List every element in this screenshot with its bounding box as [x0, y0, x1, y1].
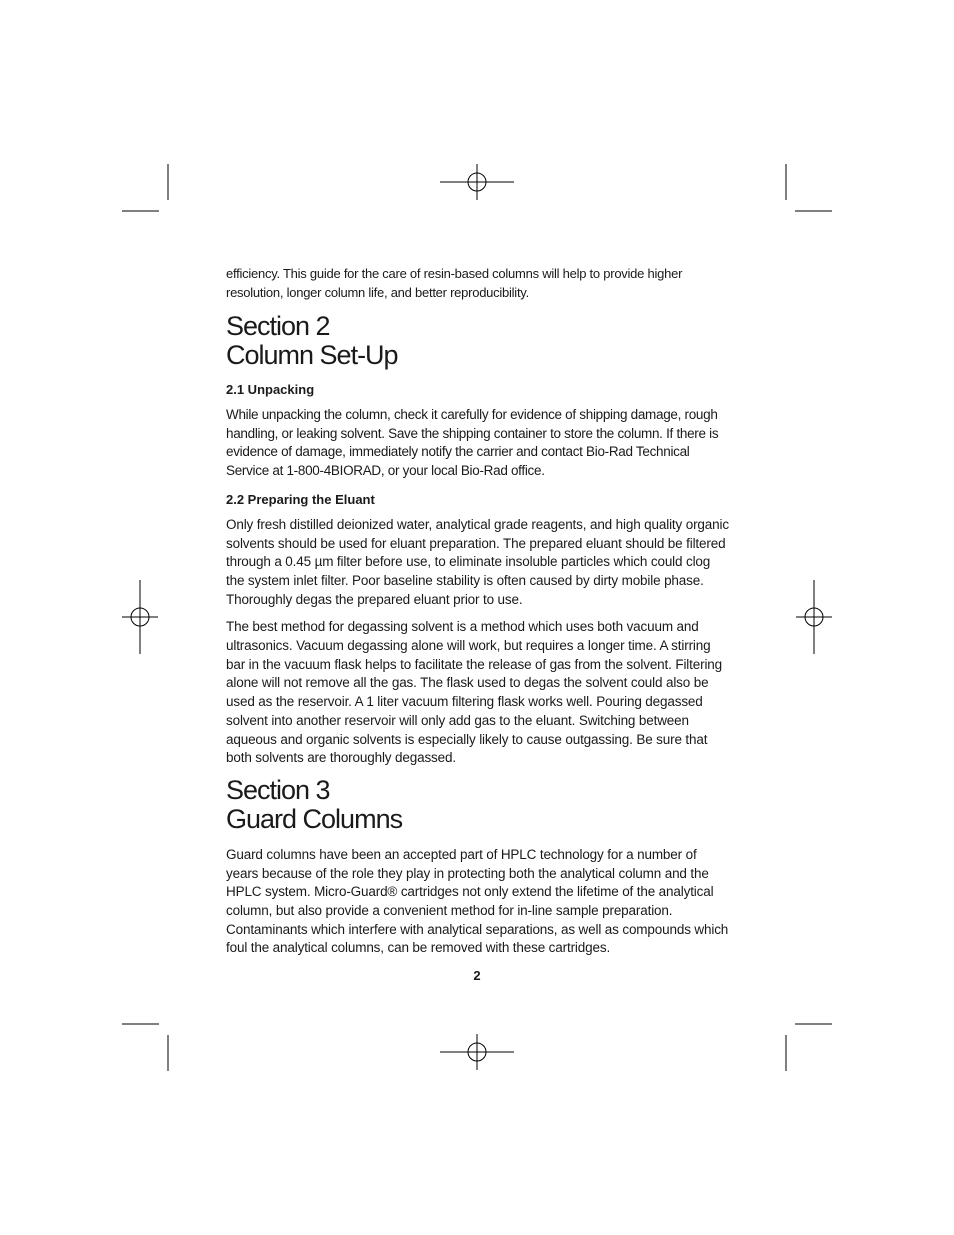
page-content	[226, 264, 730, 958]
section-2-name: Column Set-Up	[226, 340, 398, 370]
eluant-paragraph-1: Only fresh distilled deionized water, analytical grade reagents, and high quality organic solvents should be used for eluant preparation. The prepared eluant should be filtered through a 0.45 µm filter before use, to eliminate insoluble particles which could clog the system inlet filter. Poor baseline stability is often caused by dirty mobile phase. Thoroughly degas the prepared eluant prior to use.	[226, 516, 729, 607]
subsection-2-2-heading: 2.2 Preparing the Eluant	[226, 491, 375, 507]
page-number: 2	[473, 968, 481, 983]
guard-columns-paragraph: Guard columns have been an accepted part of HPLC technology for a number of years because of the role they play in protecting both the analytical column and the HPLC system. Micro-Guard® cartridges not only extend the lifetime of the analytical column, but also provide a convenient method for in-line sample preparation. Contaminants which interfere with analytical separations, as well as compounds which foul the analytical columns, can be removed with these cartridges.	[226, 846, 729, 956]
crop-mark-bottom-right	[786, 1024, 832, 1071]
section-2-number: Section 2	[226, 311, 330, 341]
unpacking-paragraph: While unpacking the column, check it carefully for evidence of shipping damage, rough handling, or leaking solvent. Save the shipping container to store the column. If there is evidence of damage, immediately notify the carrier and contact Bio-Rad Technical Service at 1-800-4BIORAD, or your local Bio-Rad office.	[226, 407, 719, 479]
intro-paragraph: efficiency. This guide for the care of resin-based columns will help to provide higher resolution, longer column life, and better reproducibility.	[226, 266, 683, 300]
section-3-name: Guard Columns	[226, 803, 403, 834]
crop-mark-top-left	[122, 164, 168, 211]
registration-mark-right	[796, 580, 832, 654]
crop-mark-bottom-left	[122, 1024, 168, 1071]
section-2-title	[226, 312, 730, 370]
eluant-paragraph-2: The best method for degassing solvent is a method which uses both vacuum and ultrasonics. Vacuum degassing alone will work, but requires a longer time. A stirring bar in the vacuum flask helps to facilitate the release of gas from the solvent. Filtering alone will not remove all the gas. The flask used to degas the solvent could also be used as the reservoir. A 1 liter vacuum filtering flask works well. Pouring degassed solvent into another reservoir will only add gas to the eluant. Switching between aqueous and organic solvents is especially likely to cause outgassing. Be sure that both solvents are thoroughly degassed.	[226, 619, 723, 766]
registration-mark-top	[440, 164, 514, 200]
registration-mark-bottom	[440, 1034, 514, 1070]
section-3-number: Section 3	[226, 774, 330, 805]
subsection-2-1-heading: 2.1 Unpacking	[226, 382, 315, 397]
crop-mark-top-right	[786, 164, 832, 211]
registration-mark-left	[122, 580, 158, 654]
section-3-title	[226, 776, 730, 834]
